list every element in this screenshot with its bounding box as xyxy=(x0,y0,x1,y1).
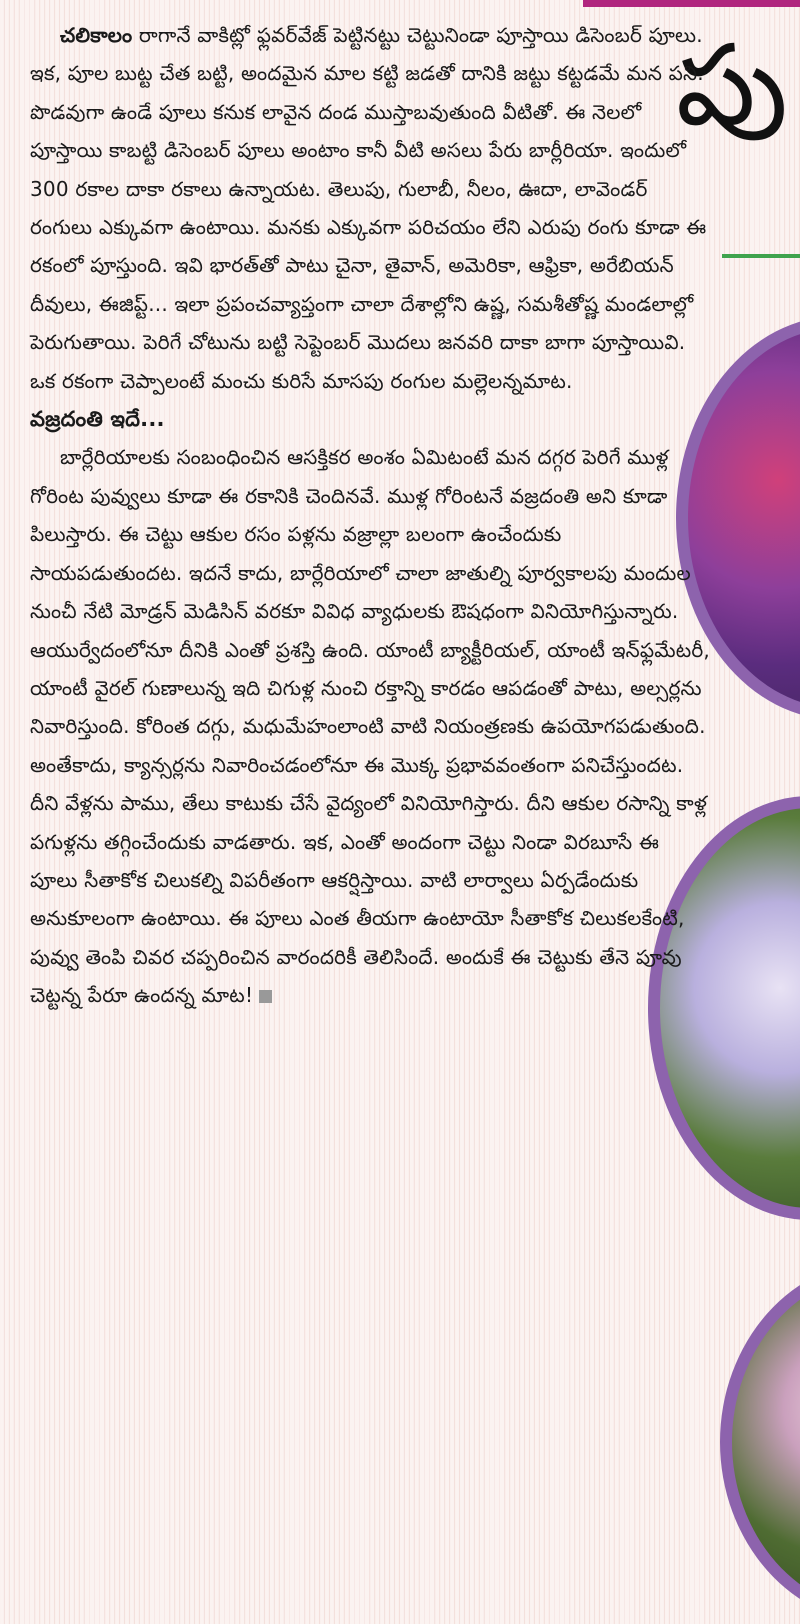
top-accent-bar xyxy=(583,0,800,7)
flower-photo-pink xyxy=(720,1260,800,1624)
paragraph-1-text: రాగానే వాకిట్లో ఫ్లవర్‌వేజ్ పెట్టినట్టు చెట్టునిండా పూస్తాయి డిసెంబర్ పూలు. ఇక, పూల బుట్ట చేత బట్టి, అందమైన మాల కట్టి జడతో దానికి జట్టు కట్టడమే మన పని. పొడవుగా ఉండే పూలు కనుక లావైన దండ ముస్తాబవుతుంది వీటితో. ఈ నెలలో పూస్తాయి కాబట్టి డిసెంబర్ పూలు అంటాం కానీ వీటి అసలు పేరు బార్లీరియా. ఇందులో 300 రకాల దాకా రకాలు ఉన్నాయట. తెలుపు, గులాబీ, నీలం, ఊదా, లావెండర్ రంగులు ఎక్కువగా ఉంటాయి. మనకు ఎక్కువగా పరిచయం లేని ఎరుపు రంగు కూడా ఈ రకంలో పూస్తుంది. ఇవి భారత్‌తో పాటు చైనా, తైవాన్, అమెరికా, ఆఫ్రికా, అరేబియన్ దీవులు, ఈజిప్ట్... ఇలా ప్రపంచవ్యాప్తంగా చాలా దేశాల్లోని ఉష్ణ, సమశీతోష్ణ మండలాల్లో పెరుగుతాయి. పెరిగే చోటును బట్టి సెప్టెంబర్ మొదలు జనవరి దాకా బాగా పూస్తాయివి. ఒక రకంగా చెప్పాలంటే మంచు కురిసే మాసపు రంగుల మల్లెలన్నమాట. xyxy=(30,23,707,393)
headline-fragment: పు xyxy=(676,21,788,151)
article-paragraph-1 xyxy=(30,16,710,400)
article-body xyxy=(30,16,710,1015)
end-mark-icon xyxy=(259,990,272,1003)
lead-word: చలికాలం xyxy=(60,23,133,47)
article-paragraph-2 xyxy=(30,438,710,1014)
paragraph-2-text: బార్లేరియాలకు సంబంధించిన ఆసక్తికర అంశం ఏమిటంటే మన దగ్గర పెరిగే ముళ్ల గోరింట పువ్వులు కూడా ఈ రకానికి చెందినవే. ముళ్ల గోరింటనే వజ్రదంతి అని కూడా పిలుస్తారు. ఈ చెట్టు ఆకుల రసం పళ్లను వజ్రాల్లా బలంగా ఉంచేందుకు సాయపడుతుందట. ఇదనే కాదు, బార్లేరియాలో చాలా జాతుల్ని పూర్వకాలపు మందుల నుంచీ నేటి మోడ్రన్ మెడిసిన్ వరకూ వివిధ వ్యాధులకు ఔషధంగా వినియోగిస్తున్నారు. ఆయుర్వేదంలోనూ దీనికి ఎంతో ప్రశస్తి ఉంది. యాంటీ బ్యాక్టీరియల్, యాంటీ ఇన్‌ఫ్లమేటరీ, యాంటీ వైరల్ గుణాలున్న ఇది చిగుళ్ల నుంచి రక్తాన్ని కారడం ఆపడంతో పాటు, అల్సర్లను నివారిస్తుంది. కోరింత దగ్గు, మధుమేహంలాంటి వాటి నియంత్రణకు ఉపయోగపడుతుంది. అంతేకాదు, క్యాన్సర్లను నివారించడంలోనూ ఈ మొక్క ప్రభావవంతంగా పనిచేస్తుందట. దీని వేళ్లను పాము, తేలు కాటుకు చేసే వైద్యంలో వినియోగిస్తారు. దీని ఆకుల రసాన్ని కాళ్ల పగుళ్లను తగ్గించేందుకు వాడతారు. ఇక, ఎంతో అందంగా చెట్టు నిండా విరబూసే ఈ పూలు సీతాకోక చిలుకల్ని విపరీతంగా ఆకర్షిస్తాయి. వాటి లార్వాలు ఏర్పడేందుకు అనుకూలంగా ఉంటాయి. ఈ పూలు ఎంత తీయగా ఉంటాయో సీతాకోక చిలుకలకేంటి, పువ్వు తెంపి చివర చప్పరించిన వారందరికీ తెలిసిందే. అందుకే ఈ చెట్టుకు తేనె పూవు చెట్టన్న పేరూ ఉందన్న మాట! xyxy=(30,445,710,1008)
subheading: వజ్రదంతి ఇదే... xyxy=(30,407,165,432)
headline-underline xyxy=(722,254,800,258)
